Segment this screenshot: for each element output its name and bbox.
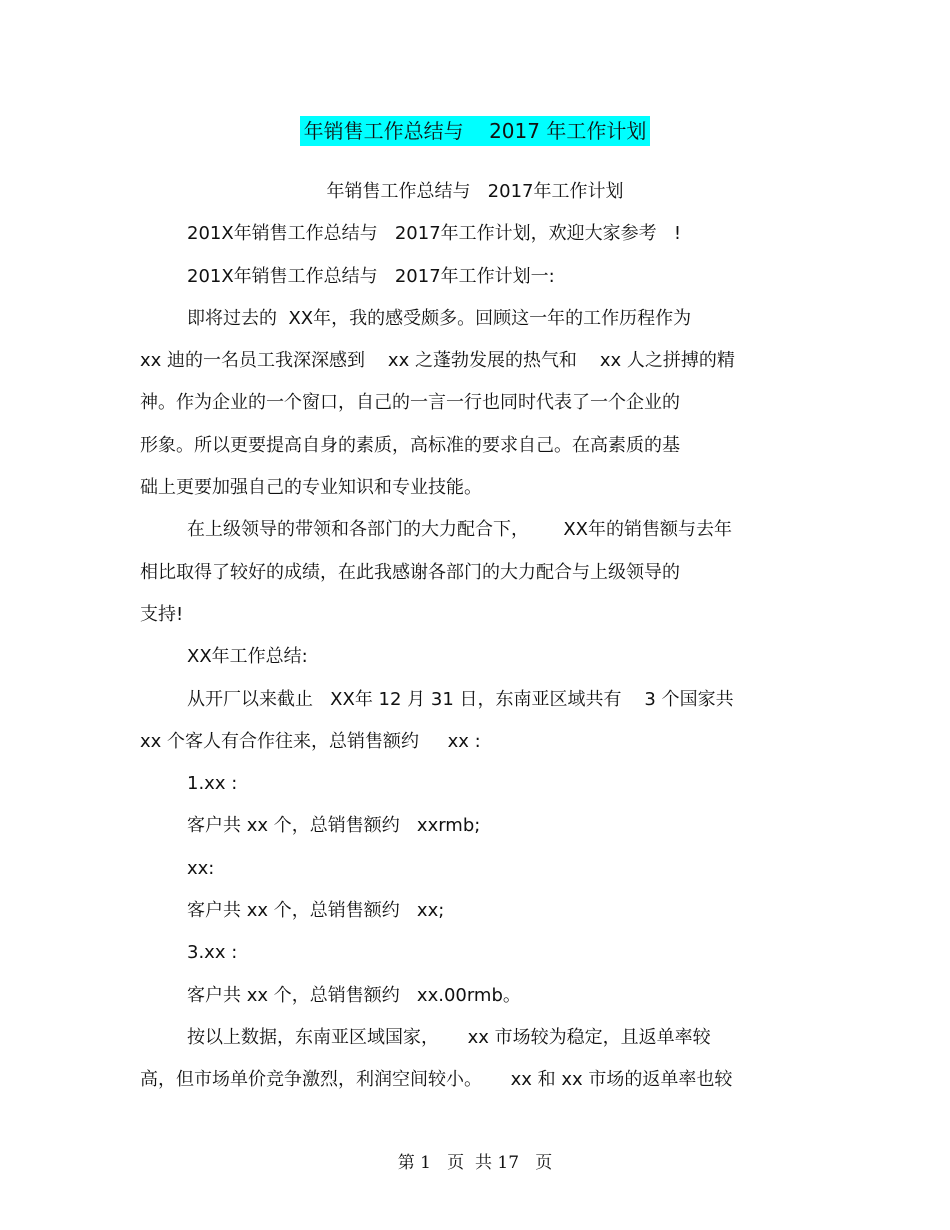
document-title-highlight: 年销售工作总结与 2017 年工作计划 (300, 116, 651, 146)
text-line: xx 个客人有合作往来，总销售额约 xx : (140, 730, 481, 752)
text-line: 201X年销售工作总结与 2017年工作计划，欢迎大家参考 ! (187, 223, 682, 245)
text-line: XX年工作总结: (187, 646, 308, 668)
text-line: 客户共 xx 个，总销售额约 xx.00rmb。 (187, 984, 521, 1006)
text-line: 客户共 xx 个，总销售额约 xxrmb; (187, 815, 481, 837)
page-footer: 第 1 页 共 17 页 (397, 1153, 553, 1173)
text-line: xx: (187, 857, 215, 879)
text-line: 支持! (140, 603, 184, 625)
document-body (140, 176, 810, 1107)
text-line: 按以上数据，东南亚区域国家， xx 市场较为稳定，且返单率较 (187, 1026, 711, 1048)
text-line: 高，但市场单价竞争激烈，利润空间较小。 xx 和 xx 市场的返单率也较 (140, 1069, 733, 1091)
text-line: xx 迪的一名员工我深深感到 xx 之蓬勃发展的热气和 xx 人之拼搏的精 (140, 350, 735, 372)
text-line: 从开厂以来截止 XX年 12 月 31 日，东南亚区域共有 3 个国家共 (187, 688, 734, 710)
text-line: 神。作为企业的一个窗口，自己的一言一行也同时代表了一个企业的 (140, 392, 680, 414)
text-line: 在上级领导的带领和各部门的大力配合下， XX年的销售额与去年 (187, 519, 732, 541)
text-line: 相比取得了较好的成绩，在此我感谢各部门的大力配合与上级领导的 (140, 561, 680, 583)
text-line: 3.xx : (187, 942, 238, 964)
text-line: 即将过去的 XX年，我的感受颇多。回顾这一年的工作历程作为 (187, 307, 692, 329)
text-line: 客户共 xx 个，总销售额约 xx; (187, 900, 445, 922)
text-line: 础上更要加强自己的专业知识和专业技能。 (140, 477, 482, 499)
document-title (0, 116, 950, 146)
text-line: 1.xx : (187, 773, 238, 795)
text-line: 形象。所以更要提高自身的素质，高标准的要求自己。在高素质的基 (140, 434, 680, 456)
text-line: 年销售工作总结与 2017年工作计划 (326, 181, 624, 202)
text-line: 201X年销售工作总结与 2017年工作计划一: (187, 265, 555, 287)
